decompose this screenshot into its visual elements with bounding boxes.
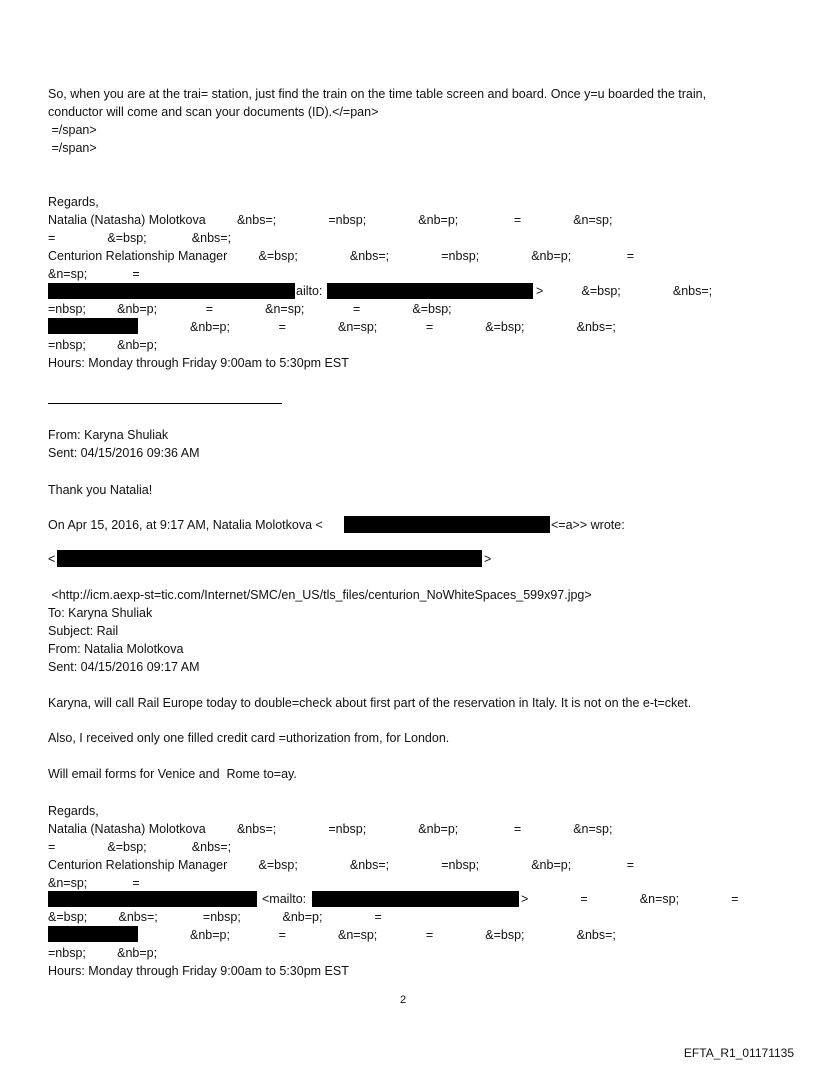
signature-line: = &=bsp; &nbs=; bbox=[48, 231, 232, 245]
email-body: Karyna, will call Rail Europe today to double=check about first part of the reservation in Italy. It is not on the e-t=cket. bbox=[48, 696, 692, 710]
signature-title: Centurion Relationship Manager &=bsp; &nbs=; =nbsp; &nb=p; = bbox=[48, 249, 635, 263]
signature-title: Centurion Relationship Manager &=bsp; &nbs=; =nbsp; &nb=p; = bbox=[48, 858, 635, 872]
signature-line: &nb=p; = &n=sp; = &=bsp; &nbs=; bbox=[190, 928, 616, 942]
signature-regards: Regards, bbox=[48, 804, 99, 818]
signature-line: = &=bsp; &nbs=; bbox=[48, 840, 232, 854]
email-body: Also, I received only one filled credit card =uthorization from, for London. bbox=[48, 731, 450, 745]
redaction-box bbox=[327, 283, 533, 299]
bracket: > bbox=[484, 552, 492, 566]
redaction-box bbox=[57, 550, 482, 567]
email-body: Thank you Natalia! bbox=[48, 483, 153, 497]
redaction-box bbox=[48, 283, 295, 299]
email-body: Will email forms for Venice and Rome to=ay. bbox=[48, 767, 297, 781]
page-number: 2 bbox=[400, 994, 407, 1006]
email-sent: Sent: 04/15/2016 09:17 AM bbox=[48, 660, 200, 674]
bates-number: EFTA_R1_01171135 bbox=[683, 1046, 794, 1060]
email-to: To: Karyna Shuliak bbox=[48, 606, 153, 620]
redaction-box bbox=[344, 516, 550, 533]
signature-line: &n=sp; = bbox=[48, 876, 140, 890]
signature-line: =nbsp; &nb=p; bbox=[48, 338, 158, 352]
redaction-box bbox=[48, 926, 138, 942]
signature-line: =nbsp; &nb=p; = &n=sp; = &=bsp; bbox=[48, 302, 452, 316]
mailto-text: ailto: bbox=[296, 284, 323, 298]
signature-line: &nb=p; = &n=sp; = &=bsp; &nbs=; bbox=[190, 320, 616, 334]
redaction-box bbox=[48, 891, 257, 907]
body-line: conductor will come and scan your documents (ID).</=pan> bbox=[48, 105, 379, 119]
redaction-box bbox=[48, 318, 138, 334]
mailto-text: <mailto: bbox=[262, 892, 307, 906]
signature-line: &=bsp; &nbs=; =nbsp; &nb=p; = bbox=[48, 910, 382, 924]
body-line: =/span> bbox=[48, 123, 97, 137]
body-line: =/span> bbox=[48, 141, 97, 155]
divider bbox=[48, 403, 282, 404]
body-line: So, when you are at the trai= station, just find the train on the time table screen and board. Once y=u boarded the train, bbox=[48, 87, 707, 101]
email-sent: Sent: 04/15/2016 09:36 AM bbox=[48, 446, 200, 460]
signature-line: > &=bsp; &nbs=; bbox=[536, 284, 713, 298]
email-from: From: Karyna Shuliak bbox=[48, 428, 169, 442]
signature-line: =nbsp; &nb=p; bbox=[48, 946, 158, 960]
signature-hours: Hours: Monday through Friday 9:00am to 5:30pm EST bbox=[48, 356, 349, 370]
redaction-box bbox=[312, 891, 519, 907]
email-from: From: Natalia Molotkova bbox=[48, 642, 184, 656]
email-subject: Subject: Rail bbox=[48, 624, 119, 638]
bracket: < bbox=[48, 552, 56, 566]
signature-line: > = &n=sp; = bbox=[521, 892, 739, 906]
image-url: <http://icm.aexp-st=tic.com/Internet/SMC/en_US/tls_files/centurion_NoWhiteSpaces_599x97.jpg> bbox=[48, 588, 592, 602]
signature-hours: Hours: Monday through Friday 9:00am to 5:30pm EST bbox=[48, 964, 349, 978]
signature-line: &n=sp; = bbox=[48, 267, 140, 281]
signature-name: Natalia (Natasha) Molotkova &nbs=; =nbsp; &nb=p; = &n=sp; bbox=[48, 822, 613, 836]
quote-header-suffix: <=a>> wrote: bbox=[551, 518, 625, 532]
signature-regards: Regards, bbox=[48, 195, 99, 209]
signature-name: Natalia (Natasha) Molotkova &nbs=; =nbsp; &nb=p; = &n=sp; bbox=[48, 213, 613, 227]
quote-header: On Apr 15, 2016, at 9:17 AM, Natalia Molotkova < bbox=[48, 518, 323, 532]
